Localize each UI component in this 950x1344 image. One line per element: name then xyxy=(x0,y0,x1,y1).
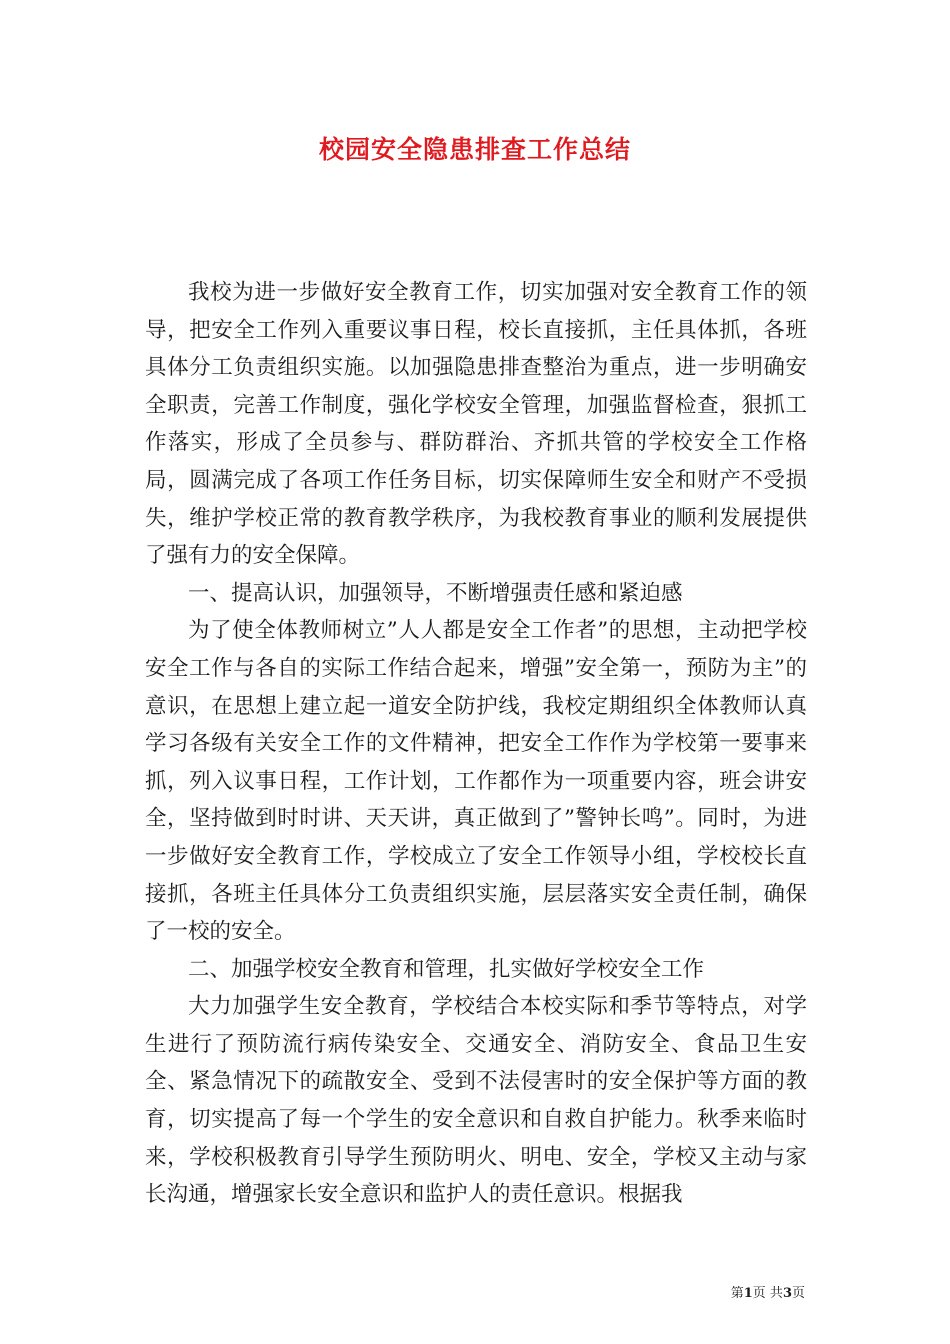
document-body xyxy=(145,274,807,1214)
section-heading-1: 一、提高认识，加强领导，不断增强责任感和紧迫感 xyxy=(188,580,683,606)
document-title: 校园安全隐患排查工作总结 xyxy=(318,135,631,164)
footer-current-page: 1 xyxy=(743,1286,753,1301)
footer-prefix: 第 xyxy=(730,1286,744,1301)
paragraph-intro: 我校为进一步做好安全教育工作，切实加强对安全教育工作的领导，把安全工作列入重要议事日程，校长直接抓，主任具体抓，各班具体分工负责组织实施。以加强隐患排查整治为重点，进一步明确安全职责，完善工作制度，强化学校安全管理，加强监督检查，狠抓工作落实，形成了全员参与、群防群治、齐抓共管的学校安全工作格局，圆满完成了各项工作任务目标，切实保障师生安全和财产不受损失，维护学校正常的教育教学秩序，为我校教育事业的顺利发展提供了强有力的安全保障。 xyxy=(145,280,807,569)
section-heading-2: 二、加强学校安全教育和管理，扎实做好学校安全工作 xyxy=(188,956,705,982)
footer-total-pages: 3 xyxy=(782,1286,792,1301)
page-number-footer xyxy=(731,1285,805,1303)
paragraph-section-2: 大力加强学生安全教育，学校结合本校实际和季节等特点，对学生进行了预防流行病传染安全、交通安全、消防安全、食品卫生安全、紧急情况下的疏散安全、受到不法侵害时的安全保护等方面的教育，切实提高了每一个学生的安全意识和自救自护能力。秋季来临时来，学校积极教育引导学生预防明火、明电、安全，学校又主动与家长沟通，增强家长安全意识和监护人的责任意识。根据我 xyxy=(145,994,807,1208)
paragraph-section-1: 为了使全体教师树立”人人都是安全工作者”的思想，主动把学校安全工作与各自的实际工作结合起来，增强”安全第一，预防为主”的意识，在思想上建立起一道安全防护线，我校定期组织全体教师认真学习各级有关安全工作的文件精神，把安全工作作为学校第一要事来抓，列入议事日程，工作计划，工作都作为一项重要内容，班会讲安全，坚持做到时时讲、天天讲，真正做到了”警钟长鸣”。同时，为进一步做好安全教育工作，学校成立了安全工作领导小组，学校校长直接抓，各班主任具体分工负责组织实施，层层落实安全责任制，确保了一校的安全。 xyxy=(145,618,807,945)
footer-middle: 页 共 xyxy=(752,1286,783,1301)
footer-suffix: 页 xyxy=(791,1286,805,1301)
